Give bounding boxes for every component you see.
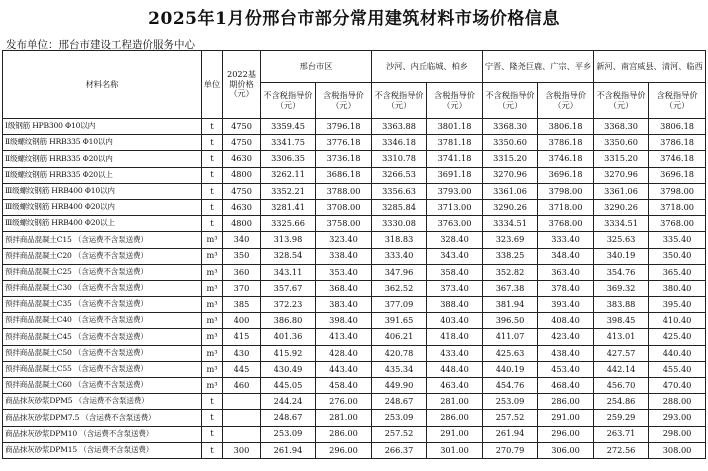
base-price-cell (223, 410, 261, 426)
material-name: Ⅲ级螺纹钢筋 HRB400 Φ10以内 (3, 183, 202, 199)
incl-tax-price-cell: 403.40 (427, 313, 483, 329)
excl-tax-price-cell: 3350.60 (594, 135, 649, 151)
incl-tax-price-cell: 3801.18 (427, 119, 483, 135)
excl-tax-price-cell: 263.71 (594, 426, 649, 442)
material-name: 预拌商品混凝土C15 （含运费不含泵送费） (3, 232, 202, 248)
unit-cell: t (202, 426, 223, 442)
incl-tax-price-cell: 293.00 (649, 410, 706, 426)
incl-tax-price-cell: 335.40 (649, 232, 706, 248)
table-row (3, 232, 706, 248)
excl-tax-price-cell: 253.09 (483, 394, 538, 410)
incl-tax-price-cell: 373.40 (427, 280, 483, 296)
header-excl-tax: 不含税指导价（元） (483, 83, 538, 119)
material-name: 商品抹灰砂浆DPM5 （含运费不含泵送费） (3, 394, 202, 410)
incl-tax-price-cell: 383.40 (316, 297, 372, 313)
base-price-cell: 400 (223, 313, 261, 329)
incl-tax-price-cell: 470.40 (649, 378, 706, 394)
material-name: 预拌商品混凝土C40 （含运费不含泵送费） (3, 313, 202, 329)
excl-tax-price-cell: 3315.20 (483, 151, 538, 167)
header-incl-tax: 含税指导价（元） (316, 83, 372, 119)
excl-tax-price-cell: 401.36 (261, 329, 316, 345)
unit-cell: t (202, 394, 223, 410)
incl-tax-price-cell: 423.40 (538, 329, 594, 345)
incl-tax-price-cell: 291.00 (538, 410, 594, 426)
excl-tax-price-cell: 254.86 (594, 394, 649, 410)
material-name: 预拌商品混凝土C50 （含运费不含泵送费） (3, 345, 202, 361)
excl-tax-price-cell: 3270.96 (594, 167, 649, 183)
unit-cell: t (202, 119, 223, 135)
incl-tax-price-cell: 350.40 (649, 248, 706, 264)
incl-tax-price-cell: 276.00 (316, 394, 372, 410)
header-incl-tax: 含税指导价（元） (649, 83, 706, 119)
excl-tax-price-cell: 3361.06 (594, 183, 649, 199)
incl-tax-price-cell: 3788.00 (316, 183, 372, 199)
incl-tax-price-cell: 3718.00 (649, 199, 706, 215)
publisher-line: 发布单位：邢台市建设工程造价服务中心 (6, 39, 195, 51)
unit-cell: m³ (202, 378, 223, 394)
base-price-cell: 4630 (223, 199, 261, 215)
incl-tax-price-cell: 3786.18 (538, 135, 594, 151)
unit-cell: m³ (202, 329, 223, 345)
material-name: 预拌商品混凝土C30 （含运费不含泵送费） (3, 280, 202, 296)
incl-tax-price-cell: 363.40 (538, 264, 594, 280)
table-row (3, 199, 706, 215)
base-price-cell (223, 426, 261, 442)
incl-tax-price-cell: 296.00 (538, 426, 594, 442)
excl-tax-price-cell: 244.24 (261, 394, 316, 410)
incl-tax-price-cell: 3798.00 (538, 183, 594, 199)
table-row (3, 313, 706, 329)
unit-cell: m³ (202, 345, 223, 361)
excl-tax-price-cell: 3330.08 (372, 216, 427, 232)
excl-tax-price-cell: 396.50 (483, 313, 538, 329)
header-excl-tax: 不含税指导价（元） (594, 83, 649, 119)
incl-tax-price-cell: 365.40 (649, 264, 706, 280)
excl-tax-price-cell: 413.01 (594, 329, 649, 345)
incl-tax-price-cell: 288.00 (649, 394, 706, 410)
excl-tax-price-cell: 333.40 (372, 248, 427, 264)
excl-tax-price-cell: 3352.21 (261, 183, 316, 199)
incl-tax-price-cell: 418.40 (427, 329, 483, 345)
excl-tax-price-cell: 323.69 (483, 232, 538, 248)
incl-tax-price-cell: 3768.00 (649, 216, 706, 232)
unit-cell: m³ (202, 264, 223, 280)
header-base-price: 2022基期价格（元） (223, 51, 261, 119)
excl-tax-price-cell: 257.52 (483, 410, 538, 426)
excl-tax-price-cell: 430.49 (261, 361, 316, 377)
incl-tax-price-cell: 3768.00 (538, 216, 594, 232)
unit-cell: m³ (202, 297, 223, 313)
material-name: Ⅱ级螺纹钢筋 HRB335 Φ10以内 (3, 135, 202, 151)
excl-tax-price-cell: 456.70 (594, 378, 649, 394)
excl-tax-price-cell: 3270.96 (483, 167, 538, 183)
material-name: 预拌商品混凝土C60 （含运费不含泵送费） (3, 378, 202, 394)
incl-tax-price-cell: 3686.18 (316, 167, 372, 183)
unit-cell: m³ (202, 280, 223, 296)
incl-tax-price-cell: 3736.18 (316, 151, 372, 167)
material-name: Ⅲ级螺纹钢筋 HRB400 Φ20以内 (3, 199, 202, 215)
header-excl-tax: 不含税指导价（元） (372, 83, 427, 119)
incl-tax-price-cell: 3696.18 (649, 167, 706, 183)
unit-cell: t (202, 410, 223, 426)
excl-tax-price-cell: 248.67 (261, 410, 316, 426)
base-price-cell: 350 (223, 248, 261, 264)
header-region-xinhe: 新河、南宫威县、清河、临西 (594, 51, 706, 83)
incl-tax-price-cell: 413.40 (316, 329, 372, 345)
incl-tax-price-cell: 3746.18 (649, 151, 706, 167)
incl-tax-price-cell: 3776.18 (316, 135, 372, 151)
excl-tax-price-cell: 406.21 (372, 329, 427, 345)
table-row (3, 264, 706, 280)
incl-tax-price-cell: 286.00 (538, 394, 594, 410)
incl-tax-price-cell: 3718.00 (538, 199, 594, 215)
excl-tax-price-cell: 398.45 (594, 313, 649, 329)
excl-tax-price-cell: 3325.66 (261, 216, 316, 232)
base-price-cell: 300 (223, 442, 261, 458)
incl-tax-price-cell: 455.40 (649, 361, 706, 377)
incl-tax-price-cell: 458.40 (316, 378, 372, 394)
excl-tax-price-cell: 325.63 (594, 232, 649, 248)
unit-cell: t (202, 183, 223, 199)
base-price-cell: 430 (223, 345, 261, 361)
table-row (3, 280, 706, 296)
incl-tax-price-cell: 408.40 (538, 313, 594, 329)
excl-tax-price-cell: 248.67 (372, 394, 427, 410)
excl-tax-price-cell: 3356.63 (372, 183, 427, 199)
excl-tax-price-cell: 3262.11 (261, 167, 316, 183)
table-row (3, 248, 706, 264)
base-price-cell: 4800 (223, 167, 261, 183)
base-price-cell: 4750 (223, 135, 261, 151)
excl-tax-price-cell: 3306.35 (261, 151, 316, 167)
table-row (3, 297, 706, 313)
table-row (3, 361, 706, 377)
base-price-cell: 460 (223, 378, 261, 394)
unit-cell: t (202, 442, 223, 458)
material-name: 预拌商品混凝土C55 （含运费不含泵送费） (3, 361, 202, 377)
incl-tax-price-cell: 3806.18 (538, 119, 594, 135)
base-price-cell: 415 (223, 329, 261, 345)
excl-tax-price-cell: 3290.26 (594, 199, 649, 215)
excl-tax-price-cell: 449.90 (372, 378, 427, 394)
document-title: 2025年1月份邢台市部分常用建筑材料市场价格信息 (148, 9, 560, 29)
incl-tax-price-cell: 388.40 (427, 297, 483, 313)
material-name: Ⅰ级钢筋 HPB300 Φ10以内 (3, 119, 202, 135)
header-incl-tax: 含税指导价（元） (538, 83, 594, 119)
excl-tax-price-cell: 3334.51 (594, 216, 649, 232)
incl-tax-price-cell: 3796.18 (316, 119, 372, 135)
excl-tax-price-cell: 381.94 (483, 297, 538, 313)
table-row (3, 119, 706, 135)
excl-tax-price-cell: 266.37 (372, 442, 427, 458)
excl-tax-price-cell: 415.92 (261, 345, 316, 361)
excl-tax-price-cell: 377.09 (372, 297, 427, 313)
material-name: 商品抹灰砂浆DPM10 （含运费不含泵送费） (3, 426, 202, 442)
incl-tax-price-cell: 433.40 (427, 345, 483, 361)
material-name: 预拌商品混凝土C25 （含运费不含泵送费） (3, 264, 202, 280)
base-price-cell: 445 (223, 361, 261, 377)
excl-tax-price-cell: 352.82 (483, 264, 538, 280)
excl-tax-price-cell: 3368.30 (594, 119, 649, 135)
base-price-cell: 370 (223, 280, 261, 296)
excl-tax-price-cell: 3350.60 (483, 135, 538, 151)
excl-tax-price-cell: 340.19 (594, 248, 649, 264)
excl-tax-price-cell: 367.38 (483, 280, 538, 296)
table-row (3, 151, 706, 167)
excl-tax-price-cell: 318.83 (372, 232, 427, 248)
excl-tax-price-cell: 3368.30 (483, 119, 538, 135)
incl-tax-price-cell: 410.40 (649, 313, 706, 329)
excl-tax-price-cell: 420.78 (372, 345, 427, 361)
incl-tax-price-cell: 3781.18 (427, 135, 483, 151)
excl-tax-price-cell: 3315.20 (594, 151, 649, 167)
incl-tax-price-cell: 333.40 (538, 232, 594, 248)
table-row (3, 329, 706, 345)
incl-tax-price-cell: 308.00 (649, 442, 706, 458)
excl-tax-price-cell: 3290.26 (483, 199, 538, 215)
base-price-cell: 4800 (223, 216, 261, 232)
incl-tax-price-cell: 380.40 (649, 280, 706, 296)
excl-tax-price-cell: 3346.18 (372, 135, 427, 151)
base-price-cell: 360 (223, 264, 261, 280)
incl-tax-price-cell: 353.40 (316, 264, 372, 280)
table-row (3, 345, 706, 361)
unit-cell: t (202, 167, 223, 183)
excl-tax-price-cell: 354.76 (594, 264, 649, 280)
incl-tax-price-cell: 301.00 (427, 442, 483, 458)
excl-tax-price-cell: 391.65 (372, 313, 427, 329)
excl-tax-price-cell: 338.25 (483, 248, 538, 264)
table-row (3, 167, 706, 183)
incl-tax-price-cell: 3741.18 (427, 151, 483, 167)
table-row (3, 183, 706, 199)
excl-tax-price-cell: 313.98 (261, 232, 316, 248)
unit-cell: t (202, 151, 223, 167)
excl-tax-price-cell: 3359.45 (261, 119, 316, 135)
excl-tax-price-cell: 253.09 (372, 410, 427, 426)
excl-tax-price-cell: 442.14 (594, 361, 649, 377)
unit-cell: m³ (202, 248, 223, 264)
unit-cell: m³ (202, 232, 223, 248)
excl-tax-price-cell: 3341.75 (261, 135, 316, 151)
material-name: Ⅱ级螺纹钢筋 HRB335 Φ20以上 (3, 167, 202, 183)
incl-tax-price-cell: 453.40 (538, 361, 594, 377)
header-excl-tax: 不含税指导价（元） (261, 83, 316, 119)
incl-tax-price-cell: 368.40 (316, 280, 372, 296)
excl-tax-price-cell: 369.32 (594, 280, 649, 296)
incl-tax-price-cell: 291.00 (427, 426, 483, 442)
incl-tax-price-cell: 338.40 (316, 248, 372, 264)
incl-tax-price-cell: 328.40 (427, 232, 483, 248)
incl-tax-price-cell: 3786.18 (649, 135, 706, 151)
excl-tax-price-cell: 3310.78 (372, 151, 427, 167)
incl-tax-price-cell: 286.00 (316, 426, 372, 442)
table-row (3, 378, 706, 394)
excl-tax-price-cell: 3281.41 (261, 199, 316, 215)
excl-tax-price-cell: 372.23 (261, 297, 316, 313)
incl-tax-price-cell: 393.40 (538, 297, 594, 313)
excl-tax-price-cell: 362.52 (372, 280, 427, 296)
incl-tax-price-cell: 296.00 (316, 442, 372, 458)
base-price-cell: 4750 (223, 183, 261, 199)
base-price-cell: 4750 (223, 119, 261, 135)
incl-tax-price-cell: 395.40 (649, 297, 706, 313)
incl-tax-price-cell: 3696.18 (538, 167, 594, 183)
incl-tax-price-cell: 298.00 (649, 426, 706, 442)
excl-tax-price-cell: 272.56 (594, 442, 649, 458)
material-name: 商品抹灰砂浆DPM15 （含运费不含泵送费） (3, 442, 202, 458)
incl-tax-price-cell: 281.00 (427, 394, 483, 410)
incl-tax-price-cell: 286.00 (427, 410, 483, 426)
incl-tax-price-cell: 378.40 (538, 280, 594, 296)
excl-tax-price-cell: 259.29 (594, 410, 649, 426)
unit-cell: t (202, 216, 223, 232)
base-price-cell: 385 (223, 297, 261, 313)
excl-tax-price-cell: 386.80 (261, 313, 316, 329)
material-name: 预拌商品混凝土C45 （含运费不含泵送费） (3, 329, 202, 345)
excl-tax-price-cell: 270.79 (483, 442, 538, 458)
excl-tax-price-cell: 445.05 (261, 378, 316, 394)
excl-tax-price-cell: 3361.06 (483, 183, 538, 199)
incl-tax-price-cell: 306.00 (538, 442, 594, 458)
excl-tax-price-cell: 343.11 (261, 264, 316, 280)
incl-tax-price-cell: 358.40 (427, 264, 483, 280)
excl-tax-price-cell: 411.07 (483, 329, 538, 345)
excl-tax-price-cell: 3285.84 (372, 199, 427, 215)
excl-tax-price-cell: 435.34 (372, 361, 427, 377)
header-incl-tax: 含税指导价（元） (427, 83, 483, 119)
incl-tax-price-cell: 398.40 (316, 313, 372, 329)
excl-tax-price-cell: 261.94 (261, 442, 316, 458)
unit-cell: m³ (202, 361, 223, 377)
incl-tax-price-cell: 438.40 (538, 345, 594, 361)
incl-tax-price-cell: 281.00 (316, 410, 372, 426)
excl-tax-price-cell: 257.52 (372, 426, 427, 442)
unit-cell: t (202, 199, 223, 215)
incl-tax-price-cell: 3798.00 (649, 183, 706, 199)
excl-tax-price-cell: 3334.51 (483, 216, 538, 232)
material-name: 预拌商品混凝土C20 （含运费不含泵送费） (3, 248, 202, 264)
header-region-xingtai: 邢台市区 (261, 51, 372, 83)
table-row (3, 394, 706, 410)
incl-tax-price-cell: 3758.00 (316, 216, 372, 232)
excl-tax-price-cell: 328.54 (261, 248, 316, 264)
base-price-cell (223, 394, 261, 410)
base-price-cell: 340 (223, 232, 261, 248)
incl-tax-price-cell: 3746.18 (538, 151, 594, 167)
incl-tax-price-cell: 3691.18 (427, 167, 483, 183)
incl-tax-price-cell: 348.40 (538, 248, 594, 264)
excl-tax-price-cell: 261.94 (483, 426, 538, 442)
incl-tax-price-cell: 425.40 (649, 329, 706, 345)
excl-tax-price-cell: 383.88 (594, 297, 649, 313)
unit-cell: t (202, 135, 223, 151)
incl-tax-price-cell: 323.40 (316, 232, 372, 248)
header-material: 材料名称 (3, 51, 202, 119)
excl-tax-price-cell: 347.96 (372, 264, 427, 280)
excl-tax-price-cell: 425.63 (483, 345, 538, 361)
excl-tax-price-cell: 440.19 (483, 361, 538, 377)
incl-tax-price-cell: 3708.00 (316, 199, 372, 215)
incl-tax-price-cell: 3763.00 (427, 216, 483, 232)
incl-tax-price-cell: 343.40 (427, 248, 483, 264)
table-row (3, 410, 706, 426)
incl-tax-price-cell: 448.40 (427, 361, 483, 377)
incl-tax-price-cell: 428.40 (316, 345, 372, 361)
incl-tax-price-cell: 3713.00 (427, 199, 483, 215)
table-row (3, 135, 706, 151)
header-region-shahe: 沙河、内丘临城、柏乡 (372, 51, 483, 83)
material-name: 商品抹灰砂浆DPM7.5 （含运费不含泵送费） (3, 410, 202, 426)
table-row (3, 442, 706, 458)
incl-tax-price-cell: 440.40 (649, 345, 706, 361)
material-name: Ⅲ级螺纹钢筋 HRB400 Φ20以上 (3, 216, 202, 232)
incl-tax-price-cell: 463.40 (427, 378, 483, 394)
material-name: 预拌商品混凝土C35 （含运费不含泵送费） (3, 297, 202, 313)
incl-tax-price-cell: 3793.00 (427, 183, 483, 199)
incl-tax-price-cell: 443.40 (316, 361, 372, 377)
excl-tax-price-cell: 454.76 (483, 378, 538, 394)
excl-tax-price-cell: 357.67 (261, 280, 316, 296)
excl-tax-price-cell: 3266.53 (372, 167, 427, 183)
unit-cell: m³ (202, 313, 223, 329)
material-name: Ⅱ级螺纹钢筋 HRB335 Φ20以内 (3, 151, 202, 167)
header-region-ningjin: 宁晋、隆尧巨鹿、广宗、平乡 (483, 51, 594, 83)
base-price-cell: 4630 (223, 151, 261, 167)
table-row (3, 216, 706, 232)
excl-tax-price-cell: 253.09 (261, 426, 316, 442)
price-table (2, 50, 706, 459)
table-body (3, 119, 706, 459)
incl-tax-price-cell: 3806.18 (649, 119, 706, 135)
excl-tax-price-cell: 427.57 (594, 345, 649, 361)
header-unit: 单位 (202, 51, 223, 119)
excl-tax-price-cell: 3363.88 (372, 119, 427, 135)
table-row (3, 426, 706, 442)
incl-tax-price-cell: 468.40 (538, 378, 594, 394)
